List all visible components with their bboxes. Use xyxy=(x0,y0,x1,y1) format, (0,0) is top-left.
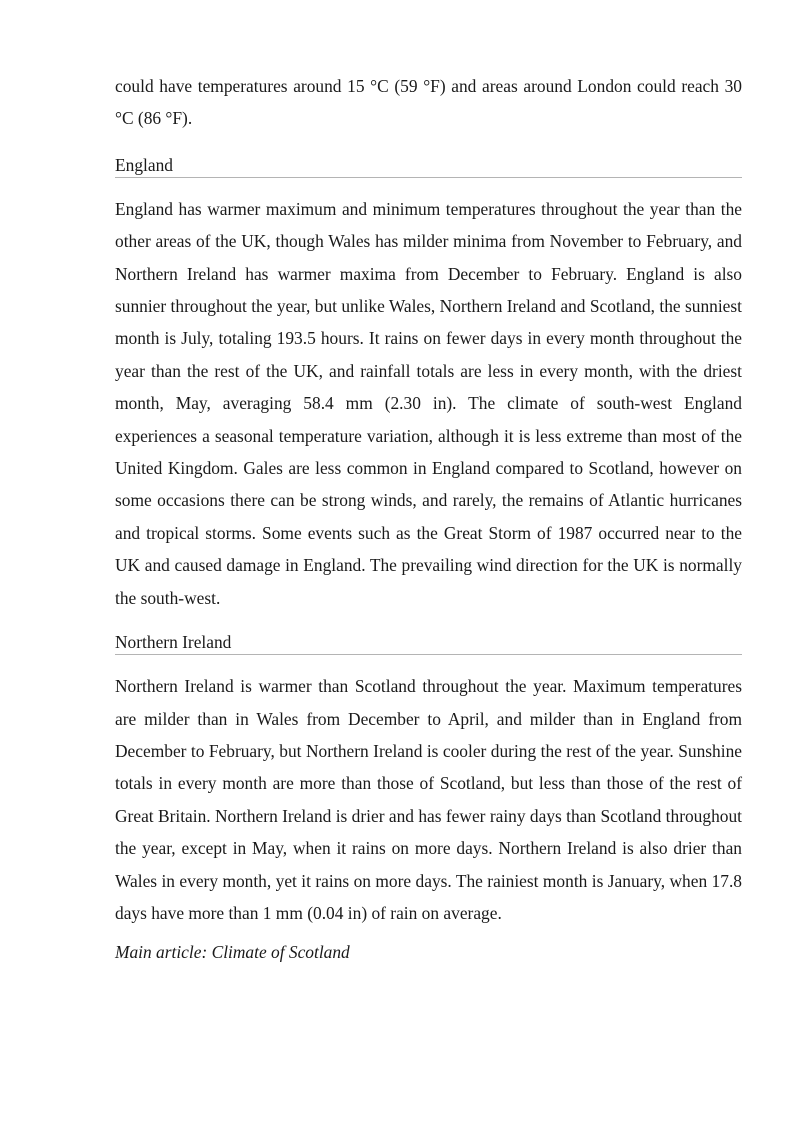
document-page xyxy=(115,70,742,963)
main-article-note: Main article: Climate of Scotland xyxy=(115,942,350,963)
section-heading-england: England xyxy=(115,154,742,178)
intro-paragraph: could have temperatures around 15 °C (59 °F) and areas around London could reach 30 °C (86 °F). xyxy=(115,76,742,129)
england-paragraph: England has warmer maximum and minimum temperatures throughout the year than the other areas of the UK, though Wales has milder minima from November to February, and Northern Ireland has warmer maxima from December to February. England is also sunnier throughout the year, but unlike Wales, Northern Ireland and Scotland, the sunniest month is July, totaling 193.5 hours. It rains on fewer days in every month throughout the year than the rest of the UK, and rainfall totals are less in every month, with the driest month, May, averaging 58.4 mm (2.30 in). The climate of south-west England experiences a seasonal temperature variation, although it is less extreme than most of the United Kingdom. Gales are less common in England compared to Scotland, however on some occasions there can be strong winds, and rarely, the remains of Atlantic hurricanes and tropical storms. Some events such as the Great Storm of 1987 occurred near to the UK and caused damage in England. The prevailing wind direction for the UK is normally the south-west. xyxy=(115,198,742,608)
northern-ireland-paragraph: Northern Ireland is warmer than Scotland throughout the year. Maximum temperatures are milder than in Wales from December to April, and milder than in England from December to February, but Northern Ireland is cooler during the rest of the year. Sunshine totals in every month are more than those of Scotland, but less than those of the rest of Great Britain. Northern Ireland is drier and has fewer rainy days than Scotland throughout the year, except in May, when it rains on more days. Northern Ireland is also drier than Wales in every month, yet it rains on more days. The rainiest month is January, when 17.8 days have more than 1 mm (0.04 in) of rain on average. xyxy=(115,676,742,923)
section-heading-northern-ireland: Northern Ireland xyxy=(115,631,742,655)
